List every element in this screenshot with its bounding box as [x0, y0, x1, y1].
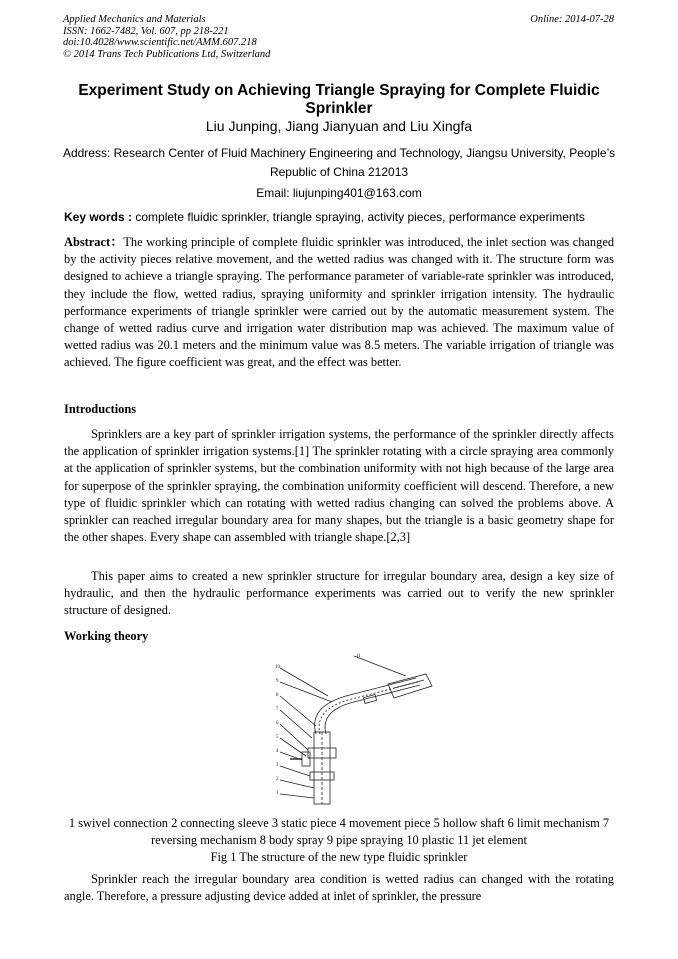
keywords-label: Key words : [64, 210, 133, 224]
intro-paragraph-1: Sprinklers are a key part of sprinkler irrigation systems, the performance of the sprinkler directly affects the application of sprinkler irrigation systems.[1] The sprinkler rotating with a circle spraying area commonly at the application of sprinkler systems, but the combination uniformity with not high because of the large area for superpose of the sprinkler spraying, the combination uniformity coefficient will descend. Therefore, a new type of fluidic sprinkler which can rotating with wetted radius changing can solved the problems above. A sprinkler can reached irregular boundary area for many shapes, but the triangle is a basic geometry shape for the other shapes. Every shape can assembled with triangle shape.[2,3] [64, 427, 614, 545]
figure-label-7: 7 [276, 707, 279, 712]
figure-label-8: 8 [276, 693, 279, 698]
sprinkler-structure-figure [266, 652, 446, 810]
journal-name: Applied Mechanics and Materials [63, 14, 206, 25]
figure-label: Fig 1 The structure of the new type fluidic sprinkler [210, 850, 468, 864]
introductions-heading: Introductions [64, 402, 137, 416]
abstract-label: Abstract： [64, 235, 124, 249]
journal-header [63, 14, 270, 60]
paper-email: Email: liujunping401@163.com [256, 186, 422, 200]
figure-label-5: 5 [276, 735, 279, 740]
working-theory-heading: Working theory [64, 629, 149, 643]
figure-label-3: 3 [276, 763, 279, 768]
figure-label-6: 6 [276, 721, 279, 726]
figure-label-9: 9 [276, 679, 279, 684]
intro-paragraph-2: This paper aims to created a new sprinkler structure for irregular boundary area, design a key size of hydraulic, and then the hydraulic performance experiments was carried out to verify the new sprinkler structure of designed. [64, 569, 614, 618]
paper-address: Address: Research Center of Fluid Machinery Engineering and Technology, Jiangsu University, People’s Republic of China 212013 [62, 146, 616, 179]
keywords [64, 210, 616, 225]
figure-label-1: 1 [276, 791, 279, 796]
online-date: Online: 2014-07-28 [530, 14, 614, 25]
sprinkler-drawing [266, 652, 446, 810]
figure-label-10: 10 [275, 665, 280, 670]
figure-label-4: 4 [276, 749, 279, 754]
figure-label-11: 11 [356, 654, 361, 659]
figure-caption: 1 swivel connection 2 connecting sleeve 3 static piece 4 movement piece 5 hollow shaft 6 limit mechanism 7 reversing mechanism 8 body spray 9 pipe spraying 10 plastic 11 jet element [68, 816, 610, 848]
paper-authors: Liu Junping, Jiang Jianyuan and Liu Xingfa [205, 118, 473, 134]
journal-copyright: © 2014 Trans Tech Publications Ltd, Switzerland [63, 48, 271, 60]
figure-label-2: 2 [276, 777, 279, 782]
keywords-text: complete fluidic sprinkler, triangle spraying, activity pieces, performance experiments [132, 210, 585, 224]
nozzle [388, 674, 432, 698]
journal-issn: ISSN: 1662-7482, Vol. 607, pp 218-221 [63, 25, 229, 37]
paper-title: Experiment Study on Achieving Triangle Spraying for Complete Fluidic Sprinkler [78, 82, 600, 117]
journal-doi: doi:10.4028/www.scientific.net/AMM.607.218 [63, 37, 257, 48]
abstract [64, 234, 614, 372]
working-paragraph-1: Sprinkler reach the irregular boundary area condition is wetted radius can changed with the rotating angle. Therefore, a pressure adjusting device added at inlet of sprinkler, the pressure [64, 872, 614, 904]
abstract-text: The working principle of complete fluidic sprinkler was introduced, the inlet section was changed by the activity pieces relative movement, and the wetted radius was changed with it. The structure form was designed to achieve a triangle spraying. The performance parameter of variable-rate sprinkler was introduced, they include the flow, wetted radius, spraying uniformity and sprinkler irrigation intensity. The hydraulic performance experiments of triangle sprinkler were carried out by the automatic measurement system. The change of wetted radius curve and irrigation water distribution map was achieved. The maximum value of wetted radius was 20.1 meters and the minimum value was 8.5 meters. The variable irrigation of triangle was achieved. The figure coefficient was great, and the effect was better. [64, 235, 615, 370]
